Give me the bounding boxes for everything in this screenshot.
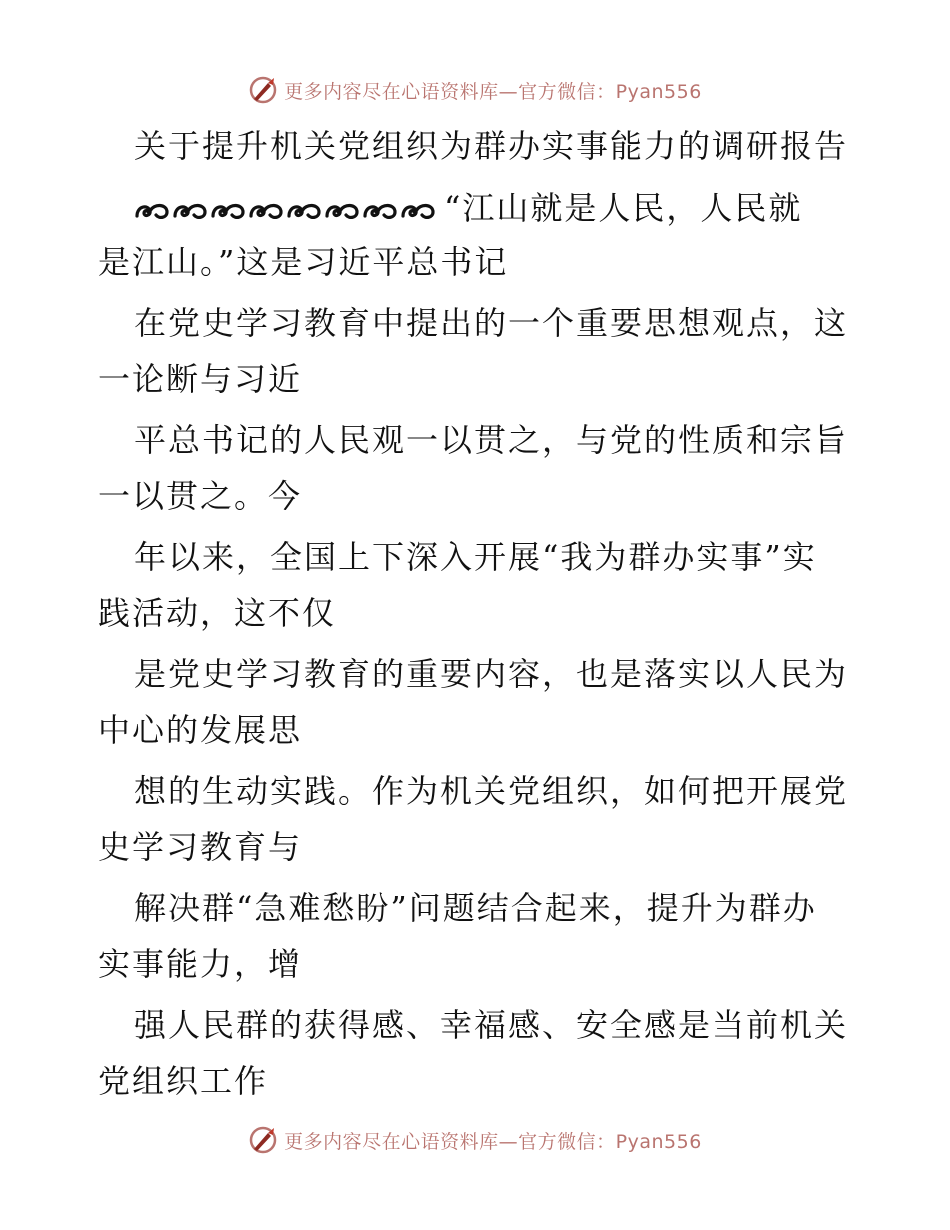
paragraph-line-9: 是党史学习教育的重要内容，也是落实以人民为 — [134, 655, 849, 693]
paragraph-line-1 — [134, 188, 802, 228]
paragraph-line-3: 在党史学习教育中提出的一个重要思想观点，这 — [134, 304, 849, 342]
ornament-swirl-icon — [172, 200, 208, 222]
ornament-swirl-icon — [400, 200, 436, 222]
paragraph-line-6: 一以贯之。今 — [98, 477, 303, 515]
feather-pen-logo-icon — [248, 1125, 278, 1155]
ornament-swirl-icon — [210, 200, 246, 222]
paragraph-line-10: 中心的发展思 — [98, 711, 303, 749]
watermark-text: 更多内容尽在心语资料库—官方微信：Pyan556 — [284, 1130, 702, 1153]
paragraph-line-5: 平总书记的人民观一以贯之，与党的性质和宗旨 — [134, 421, 849, 459]
paragraph-line-2: 是江山。”这是习近平总书记 — [98, 243, 509, 281]
paragraph-line-7: 年以来，全国上下深入开展“我为群办实事”实 — [134, 538, 817, 576]
footer-watermark — [0, 1120, 950, 1160]
paragraph-line-4: 一论断与习近 — [98, 360, 303, 398]
paragraph-line-11: 想的生动实践。作为机关党组织，如何把开展党 — [134, 772, 849, 810]
line-text: “江山就是人民，人民就 — [444, 189, 803, 227]
paragraph-line-16: 党组织工作 — [98, 1062, 269, 1100]
ornament-swirl-icon — [134, 200, 170, 222]
paragraph-line-15: 强人民群的获得感、幸福感、安全感是当前机关 — [134, 1006, 849, 1044]
ornament-swirl-icon — [286, 200, 322, 222]
ornament-swirl-icon — [362, 200, 398, 222]
paragraph-line-8: 践活动，这不仅 — [98, 594, 337, 632]
ornament-swirl-icon — [248, 200, 284, 222]
watermark-text: 更多内容尽在心语资料库—官方微信：Pyan556 — [284, 80, 702, 103]
ornament-row — [134, 200, 436, 222]
paragraph-line-13: 解决群“急难愁盼”问题结合起来，提升为群办 — [134, 889, 817, 927]
paragraph-line-14: 实事能力，增 — [98, 945, 303, 983]
document-title: 关于提升机关党组织为群办实事能力的调研报告 — [134, 127, 849, 165]
ornament-swirl-icon — [324, 200, 360, 222]
paragraph-line-12: 史学习教育与 — [98, 828, 303, 866]
